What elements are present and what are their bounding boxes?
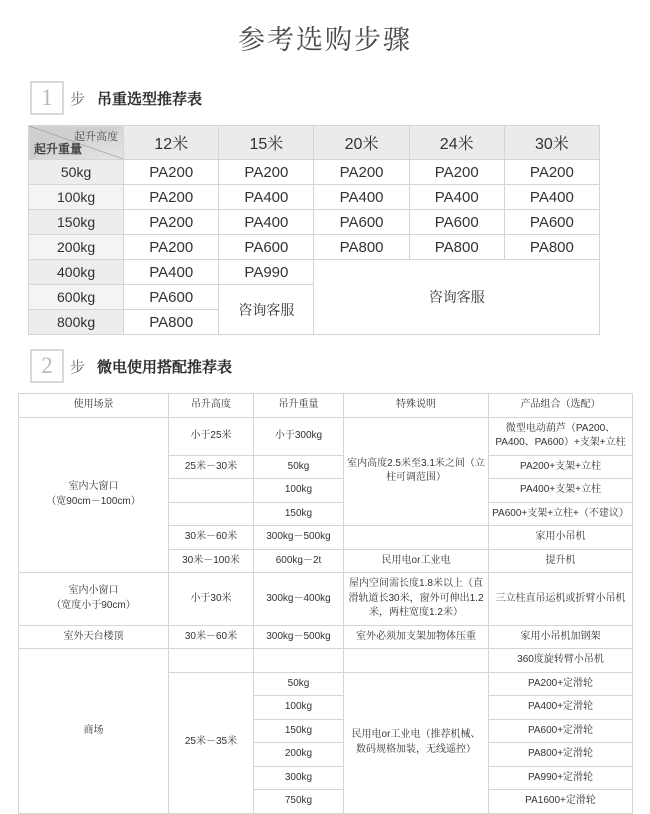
table2-weight-cell: 小于300kg	[254, 417, 344, 455]
table2-note-cell: 民用电or工业电	[344, 549, 489, 573]
table1-cell: PA200	[314, 160, 409, 185]
hoist-selection-table	[28, 125, 600, 335]
table2-weight-cell: 300kg－500kg	[254, 625, 344, 649]
table2-note-cell: 室内高度2.5米至3.1米之间（立柱可调范围）	[344, 417, 489, 526]
table1-cell: PA600	[124, 285, 219, 310]
step-1-number: 1	[30, 81, 64, 115]
table-row	[19, 573, 633, 626]
table1-row-header: 800kg	[29, 310, 124, 335]
table1-cell: PA600	[504, 210, 599, 235]
table2-scene-cell: 室外天台楼顶	[19, 625, 169, 649]
table2-col-header: 产品组合（选配）	[489, 394, 633, 418]
table1-cell: PA400	[409, 185, 504, 210]
table2-height-cell: 25米－35米	[169, 672, 254, 813]
table2-combo-cell: 三立柱直吊运机或折臂小吊机	[489, 573, 633, 626]
table1-service-merged-right: 咨询客服	[314, 260, 600, 335]
table1-cell: PA800	[314, 235, 409, 260]
table2-weight-cell: 150kg	[254, 719, 344, 743]
table1-corner-bottom-label: 起升重量	[34, 142, 83, 156]
table1-col-header: 24米	[409, 126, 504, 160]
step-2-number: 2	[30, 349, 64, 383]
table2-combo-cell: PA200+支架+立柱	[489, 455, 633, 479]
page-title: 参考选购步骤	[238, 25, 412, 55]
table1-cell: PA200	[124, 235, 219, 260]
table-row	[29, 260, 600, 285]
table1-cell: PA200	[219, 160, 314, 185]
table-row	[19, 649, 633, 673]
table2-weight-cell: 50kg	[254, 672, 344, 696]
step-2-word: 步	[70, 358, 86, 376]
table2-note-cell	[344, 649, 489, 673]
table1-col-header: 12米	[124, 126, 219, 160]
table1-row-header: 400kg	[29, 260, 124, 285]
table1-row-header: 200kg	[29, 235, 124, 260]
table-row	[29, 210, 600, 235]
table2-height-cell	[169, 502, 254, 526]
table2-height-cell	[169, 479, 254, 503]
table-row	[29, 235, 600, 260]
table1-cell: PA400	[314, 185, 409, 210]
table2-col-header: 吊升重量	[254, 394, 344, 418]
table1-col-header: 15米	[219, 126, 314, 160]
table2-height-cell: 小于30米	[169, 573, 254, 626]
table1-cell: PA200	[504, 160, 599, 185]
table1-cell: PA200	[409, 160, 504, 185]
table2-weight-cell: 300kg－500kg	[254, 526, 344, 550]
table2-height-cell: 30米－60米	[169, 625, 254, 649]
table2-weight-cell: 50kg	[254, 455, 344, 479]
table1-wrapper	[0, 125, 650, 335]
table2-height-cell: 小于25米	[169, 417, 254, 455]
table2-weight-cell	[254, 649, 344, 673]
table1-header-row	[29, 126, 600, 160]
table-row	[29, 160, 600, 185]
table2-scene-cell: 商场	[19, 649, 169, 814]
table2-combo-cell: 家用小吊机加钢架	[489, 625, 633, 649]
table2-weight-cell: 750kg	[254, 790, 344, 814]
table1-cell: PA400	[219, 185, 314, 210]
table1-row-header: 150kg	[29, 210, 124, 235]
table1-cell: PA990	[219, 260, 314, 285]
table2-weight-cell: 100kg	[254, 696, 344, 720]
table2-weight-cell: 300kg	[254, 766, 344, 790]
table2-combo-cell: PA400+定滑轮	[489, 696, 633, 720]
table2-combo-cell: PA200+定滑轮	[489, 672, 633, 696]
table-row	[29, 185, 600, 210]
table2-weight-cell: 150kg	[254, 502, 344, 526]
table2-combo-cell: PA990+定滑轮	[489, 766, 633, 790]
table1-cell: PA800	[409, 235, 504, 260]
table2-note-cell: 室外必须加支架加物体压重	[344, 625, 489, 649]
table2-combo-cell: 360度旋转臂小吊机	[489, 649, 633, 673]
table1-cell: PA400	[124, 260, 219, 285]
table2-scene-cell: 室内小窗口 （宽度小于90cm）	[19, 573, 169, 626]
table1-cell: PA400	[504, 185, 599, 210]
table1-corner-top-label: 起升高度	[74, 131, 119, 143]
table1-col-header: 30米	[504, 126, 599, 160]
step-1-label: 吊重选型推荐表	[97, 90, 203, 108]
step-1-header	[0, 81, 650, 115]
table2-col-header: 吊升高度	[169, 394, 254, 418]
table2-height-cell: 30米－100米	[169, 549, 254, 573]
table2-height-cell: 25米－30米	[169, 455, 254, 479]
table1-cell: PA800	[124, 310, 219, 335]
table2-wrapper	[0, 393, 650, 814]
table1-cell: PA200	[124, 160, 219, 185]
step-2-label: 微电使用搭配推荐表	[97, 358, 233, 376]
table1-col-header: 20米	[314, 126, 409, 160]
table1-cell: PA200	[124, 185, 219, 210]
table2-combo-cell: PA600+定滑轮	[489, 719, 633, 743]
step-2-header	[0, 349, 650, 383]
table2-note-cell: 民用电or工业电（推荐机械、数码规格加装，无线遥控）	[344, 672, 489, 813]
table1-cell: PA400	[219, 210, 314, 235]
table2-combo-cell: PA600+支架+立柱+（不建议）	[489, 502, 633, 526]
table-row	[19, 625, 633, 649]
usage-recommendation-table	[18, 393, 633, 814]
table1-corner-cell	[29, 126, 124, 160]
table2-col-header: 特殊说明	[344, 394, 489, 418]
table2-combo-cell: 微型电动葫芦（PA200、PA400、PA600）+支架+立柱	[489, 417, 633, 455]
table2-combo-cell: 家用小吊机	[489, 526, 633, 550]
step-1-word: 步	[70, 90, 86, 108]
table1-row-header: 50kg	[29, 160, 124, 185]
table2-height-cell	[169, 649, 254, 673]
table2-note-cell: 屋内空间需长度1.8米以上（直滑轨道长30米，窗外可伸出1.2米，两柱宽度1.2米）	[344, 573, 489, 626]
table2-weight-cell: 300kg－400kg	[254, 573, 344, 626]
table2-combo-cell: PA400+支架+立柱	[489, 479, 633, 503]
table1-row-header: 600kg	[29, 285, 124, 310]
table2-col-header: 使用场景	[19, 394, 169, 418]
table2-header-row	[19, 394, 633, 418]
table1-service-merged-left: 咨询客服	[219, 285, 314, 335]
table2-weight-cell: 100kg	[254, 479, 344, 503]
table2-combo-cell: PA1600+定滑轮	[489, 790, 633, 814]
table2-note-cell	[344, 526, 489, 550]
table-row	[19, 417, 633, 455]
table1-row-header: 100kg	[29, 185, 124, 210]
table1-cell: PA200	[124, 210, 219, 235]
table1-cell: PA600	[219, 235, 314, 260]
table1-cell: PA600	[314, 210, 409, 235]
table2-scene-cell: 室内大窗口 （宽90cm－100cm）	[19, 417, 169, 573]
table2-combo-cell: 提升机	[489, 549, 633, 573]
table1-cell: PA600	[409, 210, 504, 235]
table1-cell: PA800	[504, 235, 599, 260]
table2-combo-cell: PA800+定滑轮	[489, 743, 633, 767]
table2-height-cell: 30米－60米	[169, 526, 254, 550]
table2-weight-cell: 600kg－2t	[254, 549, 344, 573]
table2-weight-cell: 200kg	[254, 743, 344, 767]
